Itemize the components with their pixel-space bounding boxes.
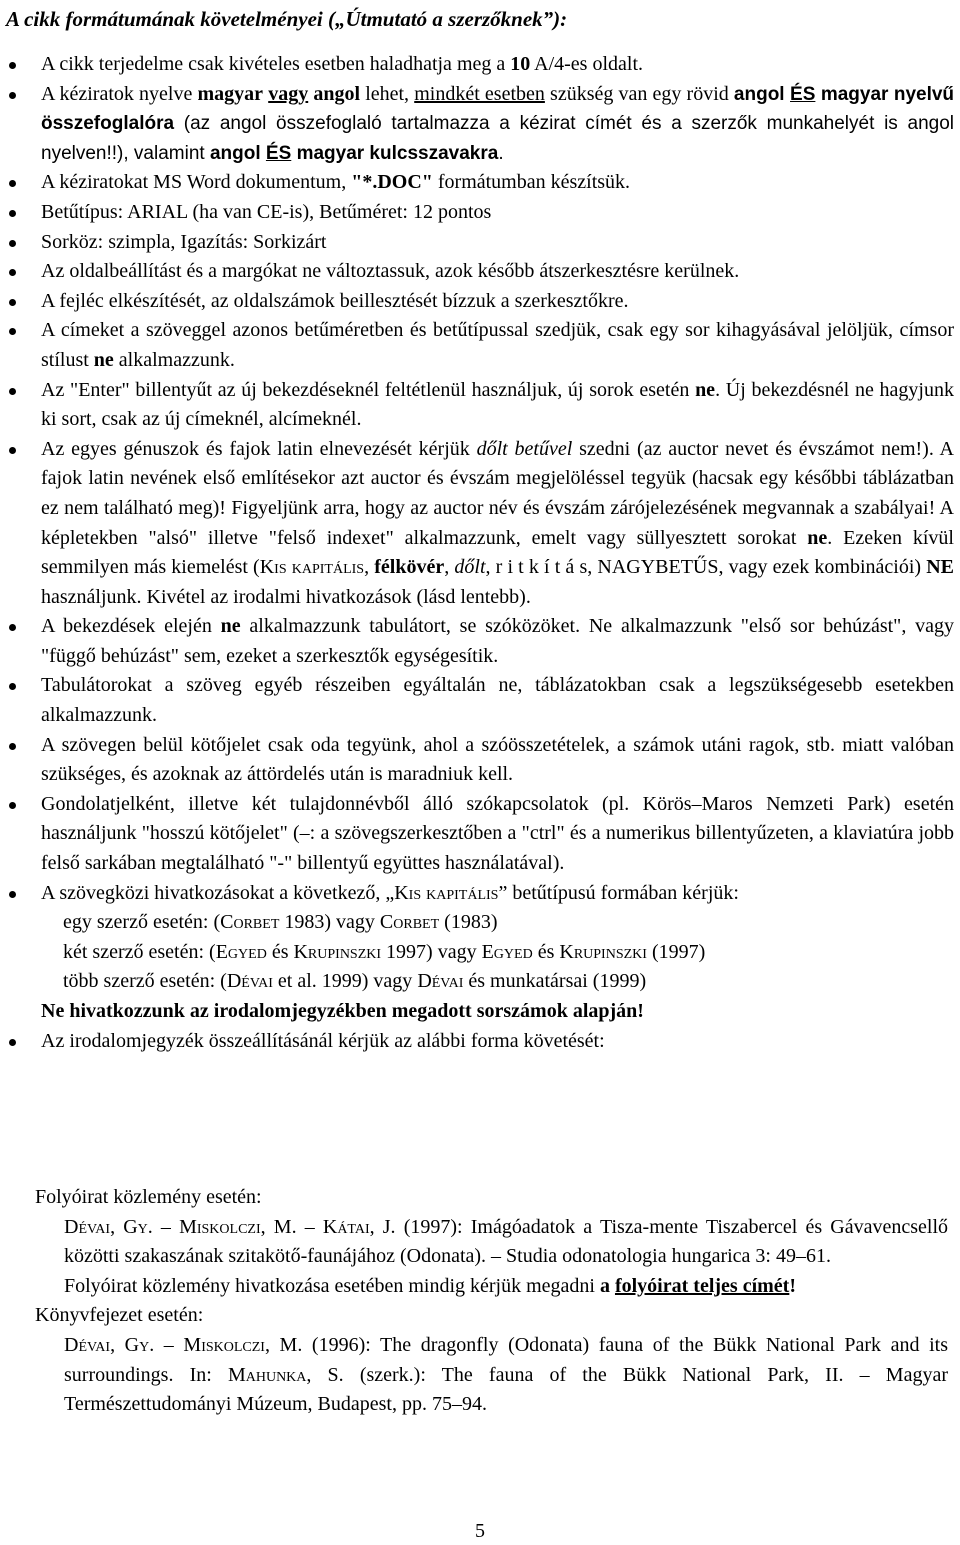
underlined-text: vagy [268,82,309,105]
author-name: Krupinszki [293,940,382,963]
list-item-language [0,80,960,169]
text: használjunk. Kivétel az irodalmi hivatkozások (lásd lentebb). [41,585,531,608]
text: . [498,142,504,164]
journal-reference [0,1213,960,1272]
text: 1997) vagy [381,940,482,963]
citation-example-two [41,938,954,968]
text: Az "Enter" billentyűt az új bekezdéseknél feltétlenül használjuk, új sorok esetén [41,378,696,401]
author-name: Dévai [417,970,464,993]
list-item-latin-names [0,435,960,613]
small-caps-text: Kis kapitális [259,556,365,579]
bold-text: magyar nyelvű összefoglalóra [41,83,955,135]
text: egy szerző esetén: ( [63,911,221,934]
citations-intro [41,879,954,909]
bold-text: NE [926,556,955,579]
list-item-tabulators [0,671,960,730]
list-item-bibliography [0,1027,960,1057]
text: . Ezeken kívül semmilyen más kiemelést ( [41,526,954,579]
text: – [152,1215,180,1238]
list-item-citations [0,879,960,1027]
text: – [296,1215,323,1238]
text: és [266,940,294,963]
text: A/4-es oldalt. [530,53,644,75]
author-name: Corbet [220,911,280,934]
author-name: Kátai, J. [322,1215,396,1238]
bold-text: ne [93,348,114,371]
underlined-text: ÉS [265,142,292,164]
bold-text: a [599,1274,610,1297]
bold-text: ne [695,378,716,401]
bold-text: ! [789,1274,796,1297]
italic-text: dőlt [454,556,486,579]
underlined-text: ÉS [790,83,816,105]
text: alkalmazzunk. [113,348,235,371]
small-caps-text: Kis kapitális [394,881,499,904]
list-item-spacing [0,228,960,258]
bold-text: magyar [197,82,264,105]
page-limit: 10 [510,53,531,75]
author-name: Mahunka, S. [227,1363,344,1386]
list-item-titles [0,316,960,375]
text: Tabulátorokat a szöveg egyéb részeiben egyáltalán ne, táblázatokban csak a legszükségesebb esetekben alkalmazzunk. [41,674,954,727]
text: ” betűtípusú formában kérjük: [498,881,739,904]
text: . Új bekezdésnél ne hagyjunk ki sort, csak az új címeknél, alcímeknél. [41,378,954,431]
text: Az oldalbeállítást és a margókat ne változtassuk, azok később átszerkesztésre kerülnek. [41,260,740,283]
list-item-font [0,198,960,228]
text: és [532,940,560,963]
text: szedni (az auctor nevet és évszámot nem!). A fajok latin nevének első említésekor azt auctor és évszám megjelöléssel tegyük (hacsak egy későbbi táblázatban ez nem található meg)! Figyeljünk arra, hogy az auctor név és évszám zárójelezésének megvannak a szabályai! A képletekben "alsó" illetve "felső indexet" alkalmazzunk, emelt vagy süllyesztett sorokat [41,437,954,549]
author-name: Dévai [226,970,273,993]
bold-text: félkövér [374,556,445,579]
text: (1983) [439,911,498,934]
citation-example-many [41,967,954,997]
section-heading: A cikk formátumának követelményei („Útmutató a szerzőknek”): [6,7,568,31]
author-name: Egyed [215,940,267,963]
reference-examples [0,1183,960,1420]
text: Az irodalomjegyzék összeállításánál kérjük az alábbi forma követését: [41,1029,605,1052]
text: – [154,1333,184,1356]
text: alkalmazzunk tabulátort, se szóközöket. Ne alkalmazzunk "első sor behúzást", vagy "függő behúzást" sem, ezeket a szerkesztők egységesítik. [41,615,954,667]
list-item-hyphen [0,731,960,790]
text: (1997) [646,940,706,963]
text: et al. 1999) vagy [272,970,418,993]
text: formátumban készítsük. [432,171,631,194]
author-name: Dévai, Gy. [64,1333,155,1356]
author-name: Miskolczi, M. [183,1333,303,1356]
text: A szövegközi hivatkozásokat a következő, „ [41,881,395,904]
text: , r i t k í t á s, NAGYBETŰS, vagy ezek kombinációi) [485,556,927,579]
text: két szerző esetén: ( [63,940,216,963]
bold-text: ne [807,526,828,549]
journal-note [0,1272,960,1302]
author-name: Miskolczi, M. [179,1215,297,1238]
author-name: Egyed [481,940,533,963]
list-item-enter [0,376,960,435]
text: és munkatársai (1999) [463,970,647,993]
list-item-margins [0,257,960,287]
text: (az angol összefoglaló tartalmazza a kézirat címét és a szerzők munkahelyét is angol nyelven!!), valamint [41,113,954,164]
text: (szerk.): The fauna of the Bükk National Park, II. – Magyar Természettudományi Múzeum, Budapest, pp. 75–94. [64,1363,948,1416]
text: (1997): Imágóadatok a Tisza-mente Tiszabercel és Gávavencsellő közötti szakaszának szitakötő-faunájához (Odonata). – Studia odonatologia hungarica 3: 49–61. [64,1215,948,1268]
bold-text: Ne hivatkozzunk az irodalomjegyzékben megadott sorszámok alapján! [41,1000,644,1022]
chapter-label: Könyvfejezet esetén: [35,1304,204,1327]
list-item-length [0,50,960,80]
text: , [364,556,375,579]
citation-example-single [41,908,954,938]
underlined-text: mindkét esetben [414,82,545,105]
text: több szerző esetén: ( [63,970,227,993]
bold-text [790,84,815,105]
bold-text: angol [209,142,261,164]
author-name: Dévai, Gy. [64,1215,153,1238]
chapter-reference [0,1331,960,1420]
text: A bekezdések elején [41,615,221,638]
italic-text: dőlt betűvel [476,437,573,460]
bold-text: "*.DOC" [351,171,433,194]
list-item-format [0,168,960,198]
bold-text [266,143,291,164]
list-item-tabs [0,612,960,671]
text: Folyóirat közlemény hivatkozása esetében mindig kérjük megadni [64,1274,600,1297]
text: Az egyes génuszok és fajok latin elnevezését kérjük [41,437,477,460]
bold-text [268,83,308,105]
bold-text: ne [220,615,241,638]
text: lehet, [360,82,415,105]
text: A cikk terjedelme csak kivételes esetben haladhatja meg a [41,53,511,75]
requirements-list [0,50,960,1056]
author-name: Corbet [379,911,440,934]
text: Gondolatjelként, illetve két tulajdonnévből álló szókapcsolatok (pl. Körös–Maros Nemzeti Park) esetén használjunk "hosszú kötőjelet" (–: a szövegszerkesztőben a "ctrl" és a numerikus billentyűzeten, a klaviatúra jobb felső sarkában megtalálható "-" billentyű együttes használatával). [41,792,954,875]
text: A kéziratokat MS Word dokumentum, [41,171,352,194]
list-item-dash [0,790,960,879]
text: , [444,556,455,579]
text: (1996): The dragonfly (Odonata) fauna of the Bükk National Park and its surroundings. In: [64,1333,948,1386]
list-item-header [0,287,960,317]
text: A fejléc elkészítését, az oldalszámok beillesztését bízzuk a szerkesztőkre. [41,289,629,312]
underlined-text: folyóirat teljes címét [614,1274,790,1297]
text: Sorköz: szimpla, Igazítás: Sorkizárt [41,230,327,253]
bold-text: angol [733,83,785,105]
text: A címeket a szöveggel azonos betűméretben és betűtípussal szedjük, csak egy sor kihagyásával jelöljük, címsor stílust [41,319,954,371]
text: szükség van egy rövid [544,82,734,105]
text: A kéziratok nyelve [41,82,198,105]
text: Betűtípus: ARIAL (ha van CE-is), Betűméret: 12 pontos [41,200,492,223]
bold-text: angol [313,82,361,105]
text: A szövegen belül kötőjelet csak oda tegyünk, ahol a szóösszetételek, a számok utáni ragok, stb. miatt valóban szükséges, és azoknak az áttördelés után is maradniuk kell. [41,733,954,786]
bold-text [615,1275,789,1297]
page-number: 5 [475,1520,485,1542]
citation-warning [41,997,954,1027]
bold-text: magyar kulcsszavakra [296,142,499,164]
author-name: Krupinszki [559,940,647,963]
journal-label: Folyóirat közlemény esetén: [35,1186,262,1208]
text: 1983) vagy [279,911,380,934]
